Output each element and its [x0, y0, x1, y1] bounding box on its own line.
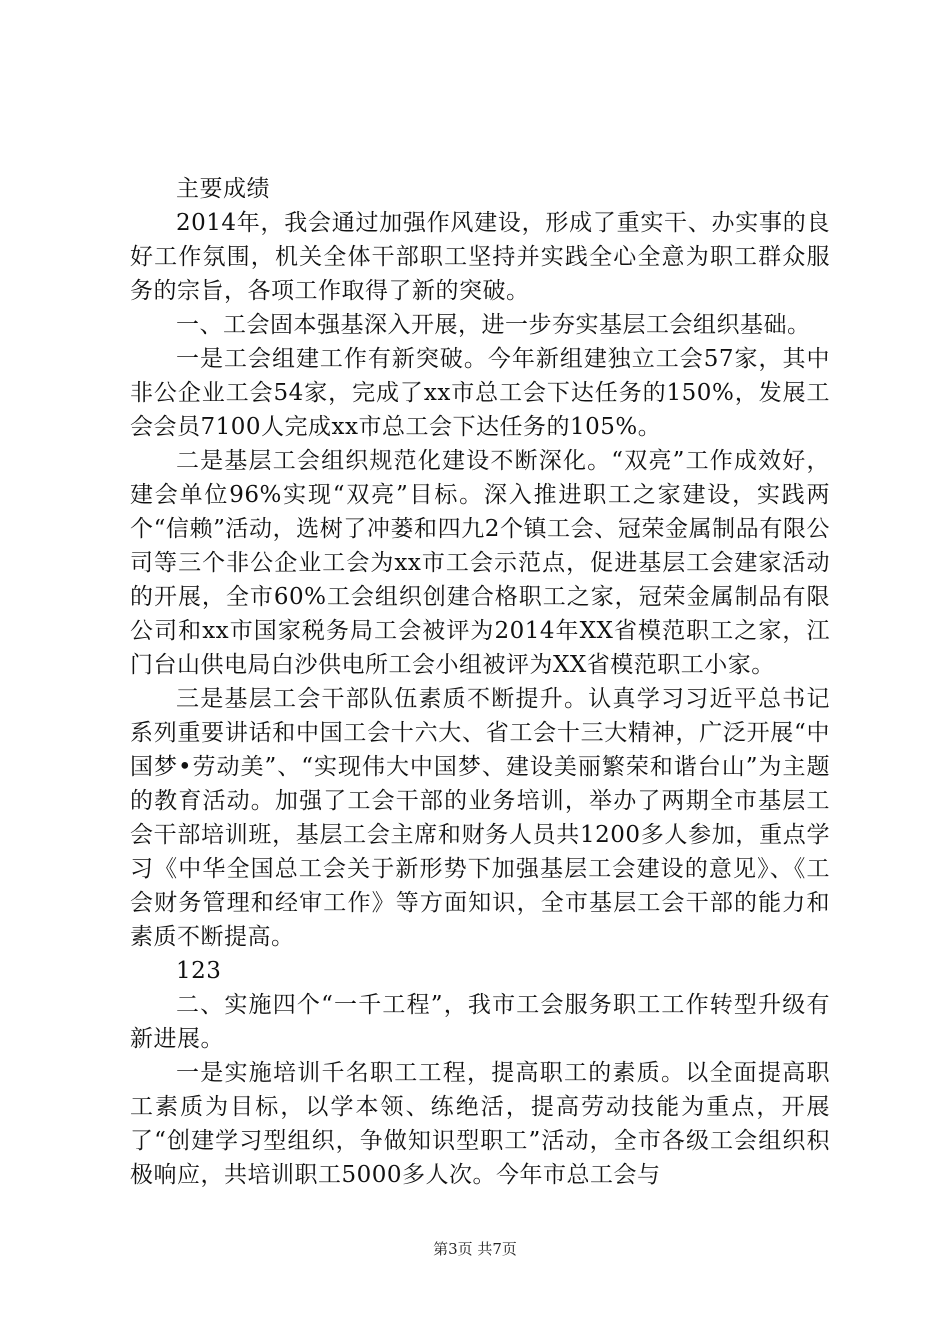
section-heading: 主要成绩: [176, 176, 270, 202]
section-title: 二、实施四个“一千工程”，我市工会服务职工工作转型升级有新进展。: [130, 992, 830, 1052]
paragraph: 2014年，我会通过加强作风建设，形成了重实干、办实事的良好工作氛围，机关全体干部职工坚持并实践全心全意为职工群众服务的宗旨，各项工作取得了新的突破。: [130, 210, 830, 304]
paragraph: 123: [176, 958, 222, 984]
page-number: 第3页 共7页: [433, 1240, 517, 1258]
paragraph: 二是基层工会组织规范化建设不断深化。“双亮”工作成效好，建会单位96%实现“双亮”目标。深入推进职工之家建设，实践两个“信赖”活动，选树了冲蒌和四九2个镇工会、冠荣金属制品有限公司等三个非公企业工会为xx市工会示范点，促进基层工会建家活动的开展，全市60%工会组织创建合格职工之家，冠荣金属制品有限公司和xx市国家税务局工会被评为2014年XX省模范职工之家，江门台山供电局白沙供电所工会小组被评为XX省模范职工小家。: [130, 448, 830, 678]
paragraph: 一是实施培训千名职工工程，提高职工的素质。以全面提高职工素质为目标，以学本领、练绝活，提高劳动技能为重点，开展了“创建学习型组织，争做知识型职工”活动，全市各级工会组织积极响应，共培训职工5000多人次。今年市总工会与: [130, 1060, 830, 1188]
document-body: [130, 172, 830, 1192]
paragraph: 一是工会组建工作有新突破。今年新组建独立工会57家，其中非公企业工会54家，完成了xx市总工会下达任务的150%，发展工会会员7100人完成xx市总工会下达任务的105%。: [130, 346, 830, 440]
paragraph: 三是基层工会干部队伍素质不断提升。认真学习习近平总书记系列重要讲话和中国工会十六大、省工会十三大精神，广泛开展“中国梦•劳动美”、“实现伟大中国梦、建设美丽繁荣和谐台山”为主题的教育活动。加强了工会干部的业务培训，举办了两期全市基层工会干部培训班，基层工会主席和财务人员共1200多人参加，重点学习《中华全国总工会关于新形势下加强基层工会建设的意见》、《工会财务管理和经审工作》等方面知识，全市基层工会干部的能力和素质不断提高。: [130, 686, 830, 950]
section-title: 一、工会固本强基深入开展，进一步夯实基层工会组织基础。: [176, 312, 811, 338]
